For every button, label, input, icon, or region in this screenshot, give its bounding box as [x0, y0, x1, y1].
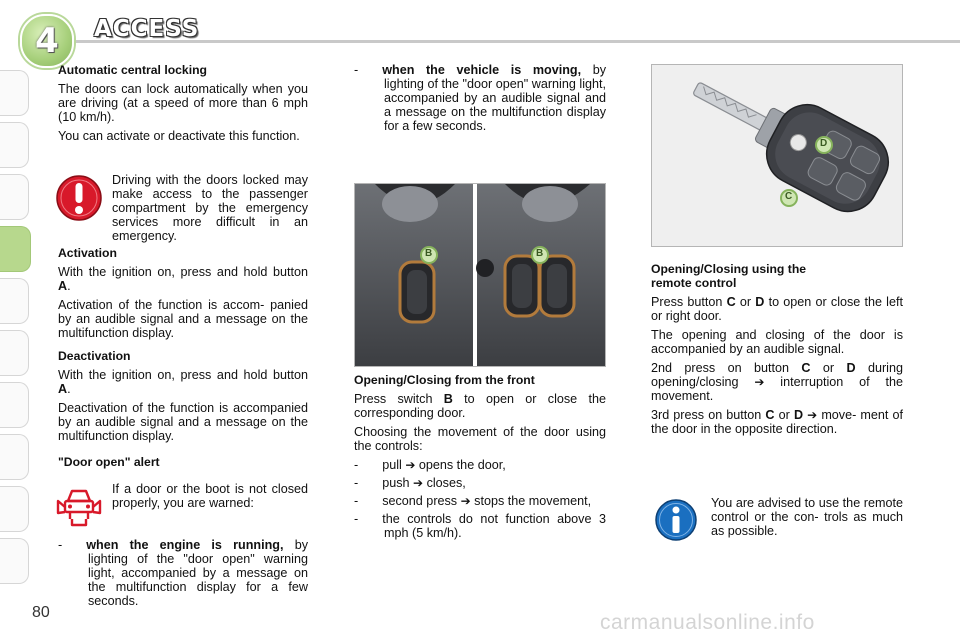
- deactivation-key: A: [58, 382, 68, 396]
- remote-text-4-or: or: [774, 408, 794, 422]
- deactivation-text-1: [58, 368, 308, 396]
- front-text-1: [354, 392, 606, 420]
- engine-running-item: [58, 538, 308, 608]
- activation-key: A: [58, 279, 68, 293]
- door-open-heading: "Door open" alert: [58, 455, 160, 469]
- key-c: C: [801, 361, 811, 375]
- front-item-second-press: [354, 494, 606, 508]
- remote-heading-line-1: Opening/Closing using the: [651, 262, 807, 276]
- opening-from-front: [354, 373, 606, 544]
- front-text-1-b: to open or close the corresponding door.: [354, 392, 606, 420]
- remote-text-4: [651, 408, 903, 436]
- activation-text-2: Activation of the function is accom- panied by an audible signal and a message on the multifunction display.: [58, 298, 308, 340]
- chapter-tab-4-active[interactable]: [0, 226, 31, 272]
- chapter-tab-6[interactable]: [0, 330, 29, 376]
- remote-heading-line-2: remote control: [651, 276, 737, 290]
- remote-text-3-b: during opening/closing: [651, 361, 903, 389]
- section-title: ACCESS: [94, 16, 200, 42]
- chapter-number: 4: [35, 21, 59, 61]
- chapter-tab-2[interactable]: [0, 122, 29, 168]
- remote-text-1-a: Press button: [651, 295, 727, 309]
- front-switch-key: B: [443, 392, 453, 406]
- speed-limit-text: the controls do not function above 3 mph (5 km/h).: [382, 512, 606, 540]
- opening-with-remote: [651, 262, 903, 441]
- warning-note: [112, 173, 308, 248]
- door-open-text: If a door or the boot is not closed properly, you are warned:: [112, 482, 308, 510]
- remote-label-c: C: [785, 191, 793, 202]
- pull-text: opens the door,: [415, 458, 506, 472]
- pull-label: pull: [382, 458, 406, 472]
- activation-text-1-a: With the ignition on, press and hold button: [58, 265, 308, 279]
- door-open-warning-icon: [56, 479, 102, 527]
- auto-locking-text-2: You can activate or deactivate this function.: [58, 129, 300, 143]
- deactivation-heading: Deactivation: [58, 349, 131, 363]
- chapter-tab-7[interactable]: [0, 382, 29, 428]
- deactivation-text-1-a: With the ignition on, press and hold button: [58, 368, 308, 382]
- vehicle-moving-item: [354, 63, 606, 133]
- arrow-right-icon: ➔: [754, 375, 765, 389]
- arrow-right-icon: ➔: [413, 476, 424, 490]
- auto-locking-heading: Automatic central locking: [58, 63, 207, 77]
- vehicle-moving-text: by lighting of the "door open" warning light, accompanied by an audible signal and a message on the multifunction display for a few seconds.: [384, 63, 606, 133]
- remote-text-1-b: to open or close the left or right door.: [651, 295, 903, 323]
- chapter-tab-9[interactable]: [0, 486, 29, 532]
- chapter-tab-1[interactable]: [0, 70, 29, 116]
- push-text: closes,: [423, 476, 466, 490]
- page-number: 80: [32, 604, 50, 621]
- middle-column-top: [354, 63, 606, 138]
- arrow-right-icon: ➔: [807, 408, 818, 422]
- remote-text-3-c: interruption of the movement.: [651, 375, 903, 403]
- auto-locking-text-1: The doors can lock automatically when you are driving (at a speed of more than 6 mph (10 km/h).: [58, 82, 308, 124]
- bullet-dash: -: [354, 476, 359, 490]
- bullet-dash: -: [354, 458, 359, 472]
- second-press-label: second press: [382, 494, 461, 508]
- left-column-top: [58, 63, 308, 148]
- arrow-right-icon: ➔: [460, 494, 471, 508]
- remote-text-2: The opening and closing of the door is accompanied by an audible signal.: [651, 328, 903, 356]
- front-text-1-a: Press switch: [354, 392, 444, 406]
- door-open-engine-bullet: [58, 538, 308, 613]
- remote-text-4-b: move- ment of the door in the opposite direction.: [651, 408, 904, 436]
- activation-text-1: [58, 265, 308, 293]
- remote-heading: [651, 262, 903, 290]
- remote-key-photo: [651, 64, 903, 247]
- bullet-dash: -: [354, 512, 359, 526]
- door-switch-photo: [354, 183, 606, 367]
- front-heading: Opening/Closing from the front: [354, 373, 535, 387]
- key-d: D: [755, 295, 765, 309]
- switch-label-b-left: B: [425, 248, 433, 259]
- chapter-tab-3[interactable]: [0, 174, 29, 220]
- bullet-dash: -: [354, 63, 359, 77]
- deactivation-text-1-b: .: [67, 382, 71, 396]
- activation-text-1-b: .: [67, 279, 71, 293]
- push-label: push: [382, 476, 414, 490]
- arrow-right-icon: ➔: [405, 458, 416, 472]
- watermark: carmanualsonline.info: [600, 611, 815, 634]
- door-open-intro: [112, 482, 308, 515]
- remote-text-3-a: 2nd press on button: [651, 361, 802, 375]
- deactivation-text-2: Deactivation of the function is accompanied by an audible signal and a message on the multifunction display.: [58, 401, 308, 443]
- chapter-tab-5[interactable]: [0, 278, 29, 324]
- key-c: C: [726, 295, 736, 309]
- remote-text-4-a: 3rd press on button: [651, 408, 766, 422]
- front-item-pull: [354, 458, 606, 472]
- info-icon: [654, 498, 698, 542]
- vehicle-moving-label: when the vehicle is moving,: [382, 63, 582, 77]
- remote-label-d: D: [820, 138, 828, 149]
- remote-text-3: [651, 361, 903, 403]
- engine-running-text: by lighting of the "door open" warning light, accompanied by a message on the multifunction display for a few seconds.: [88, 538, 308, 608]
- front-text-2: Choosing the movement of the door using the controls:: [354, 425, 606, 453]
- key-d: D: [846, 361, 856, 375]
- switch-label-b-right: B: [536, 248, 544, 259]
- bullet-dash: -: [58, 538, 63, 552]
- key-c: C: [765, 408, 775, 422]
- front-item-push: [354, 476, 606, 490]
- front-item-speed-limit: [354, 512, 606, 540]
- remote-text-1: [651, 295, 903, 323]
- remote-text-1-or: or: [735, 295, 756, 309]
- chapter-badge: [20, 14, 74, 68]
- key-d: D: [793, 408, 804, 422]
- bullet-dash: -: [354, 494, 359, 508]
- left-column-middle: [58, 246, 308, 474]
- warning-text: Driving with the doors locked may make access to the passenger compartment by the emergency services more difficult in an emergency.: [112, 173, 308, 243]
- second-press-text: stops the movement,: [470, 494, 592, 508]
- warning-icon: [55, 174, 103, 222]
- info-text: You are advised to use the remote control or the con- trols as much as possible.: [711, 496, 903, 538]
- remote-text-3-or: or: [810, 361, 847, 375]
- activation-heading: Activation: [58, 246, 117, 260]
- chapter-tab-10[interactable]: [0, 538, 29, 584]
- info-note: [711, 496, 903, 543]
- chapter-tab-8[interactable]: [0, 434, 29, 480]
- engine-running-label: when the engine is running,: [86, 538, 284, 552]
